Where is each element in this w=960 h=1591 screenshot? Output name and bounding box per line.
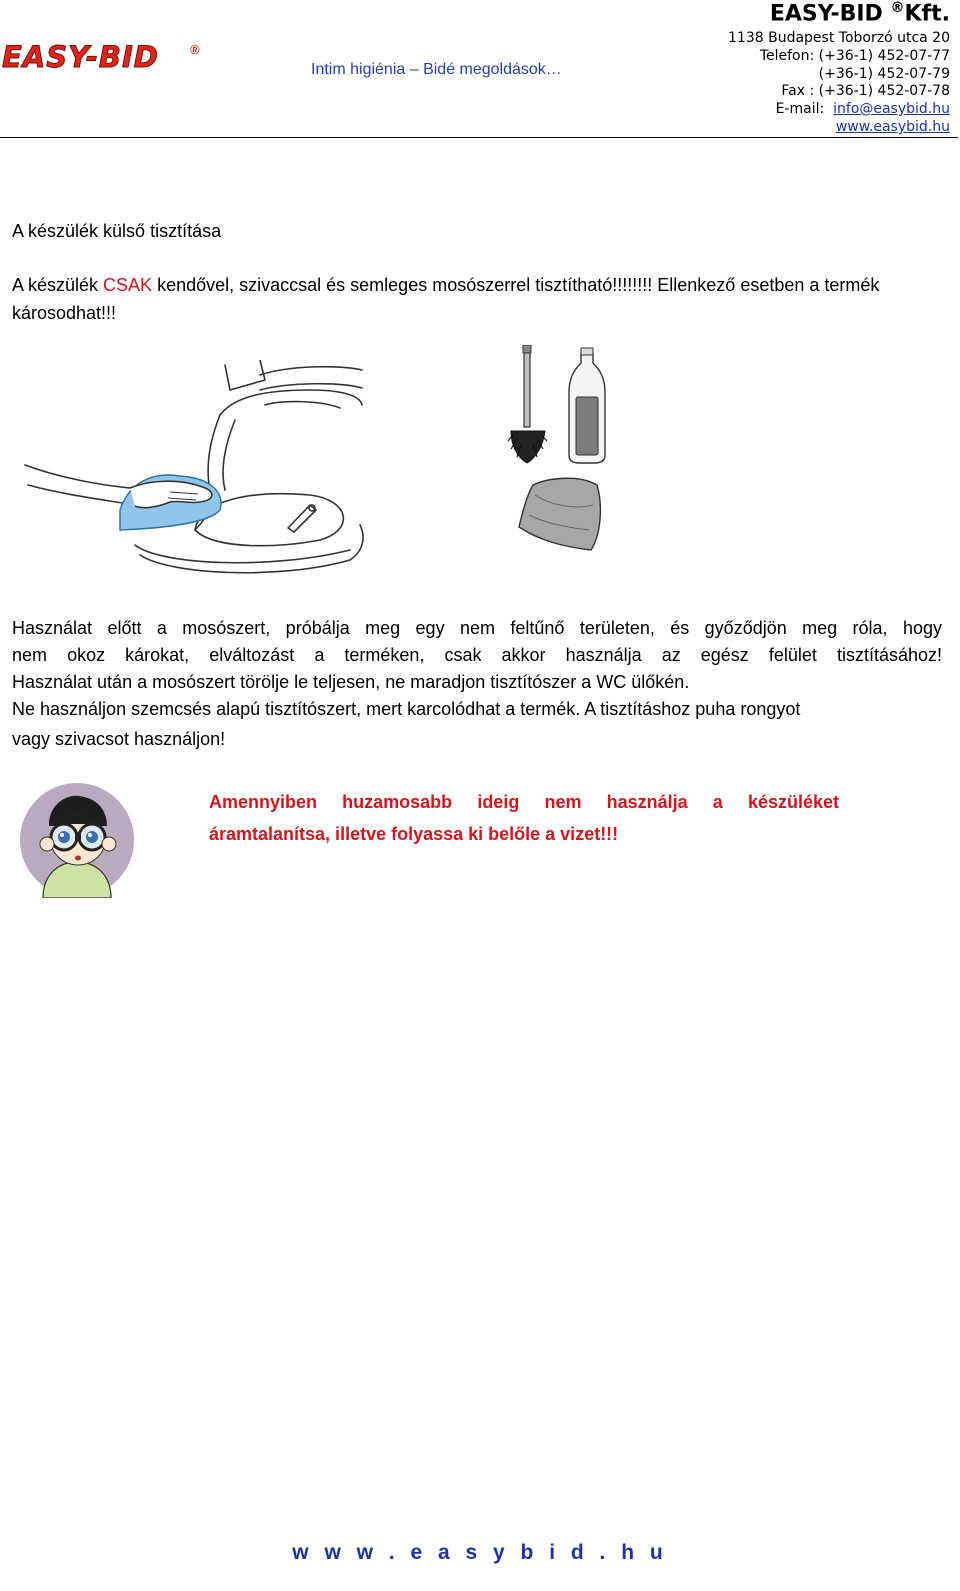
company-fax: Fax : (+36-1) 452-07-78 [781, 83, 950, 99]
p1-before: A készülék [12, 275, 104, 295]
email-label: E-mail: [775, 101, 825, 117]
p1-highlight: CSAK [103, 275, 153, 295]
warning-line-2: áramtalanítsa, illetve folyassa ki belőle a vizet!!! [209, 824, 619, 844]
company-email [776, 100, 950, 118]
website-link[interactable]: www.easybid.hu [835, 119, 950, 135]
p2-line-2: nem okoz károkat, elváltozást a terméken, csak akkor használja az egész felület tisztításához! [12, 645, 942, 665]
brush-bottle-cloth-illustration [505, 345, 615, 555]
company-phone-2: (+36-1) 452-07-79 [818, 66, 950, 82]
p2-line-4: Ne használjon szemcsés alapú tisztítószert, mert karcolódhat a termék. A tisztításhoz puha rongyot [12, 699, 801, 719]
cleaning-instruction [12, 271, 942, 327]
header-divider [0, 137, 958, 138]
p2-line-3: Használat után a mosószert törölje le teljesen, ne maradjon tisztítószer a WC ülőkén. [12, 672, 690, 692]
tagline: Intim higiénia – Bidé megoldások… [311, 61, 562, 78]
footer-website[interactable]: w w w . e a s y b i d . h u [292, 1541, 668, 1564]
warning-line-1: Amennyiben huzamosabb ideig nem használja a készüléket [209, 792, 839, 812]
company-address: 1138 Budapest Toborzó utca 20 [728, 30, 950, 46]
company-name-text: EASY-BID [769, 1, 883, 27]
binoculars-mascot-icon [19, 782, 135, 898]
usage-instructions [12, 615, 942, 753]
email-link[interactable]: info@easybid.hu [833, 101, 950, 117]
company-phone-1: Telefon: (+36-1) 452-07-77 [759, 48, 950, 64]
section-title: A készülék külső tisztítása [12, 221, 222, 241]
warning-text [209, 786, 839, 850]
hand-wiping-toilet-seat-illustration [20, 360, 365, 585]
logo-registered-mark: ® [190, 42, 200, 57]
company-website [836, 118, 950, 136]
p2-line-5: vagy szivacsot használjon! [12, 729, 226, 749]
p2-line-1: Használat előtt a mosószert, próbálja meg egy nem feltűnő területen, és győződjön meg róla, hogy [12, 618, 942, 638]
company-registered-mark: ® [890, 0, 905, 16]
company-suffix: Kft. [904, 1, 950, 27]
brand-logo: EASY-BID [2, 40, 159, 74]
p1-after: kendővel, szivaccsal és semleges mosószerrel tisztítható!!!!!!!! Ellenkező esetben a termék károsodhat!!! [12, 275, 880, 323]
company-name [770, 0, 950, 26]
